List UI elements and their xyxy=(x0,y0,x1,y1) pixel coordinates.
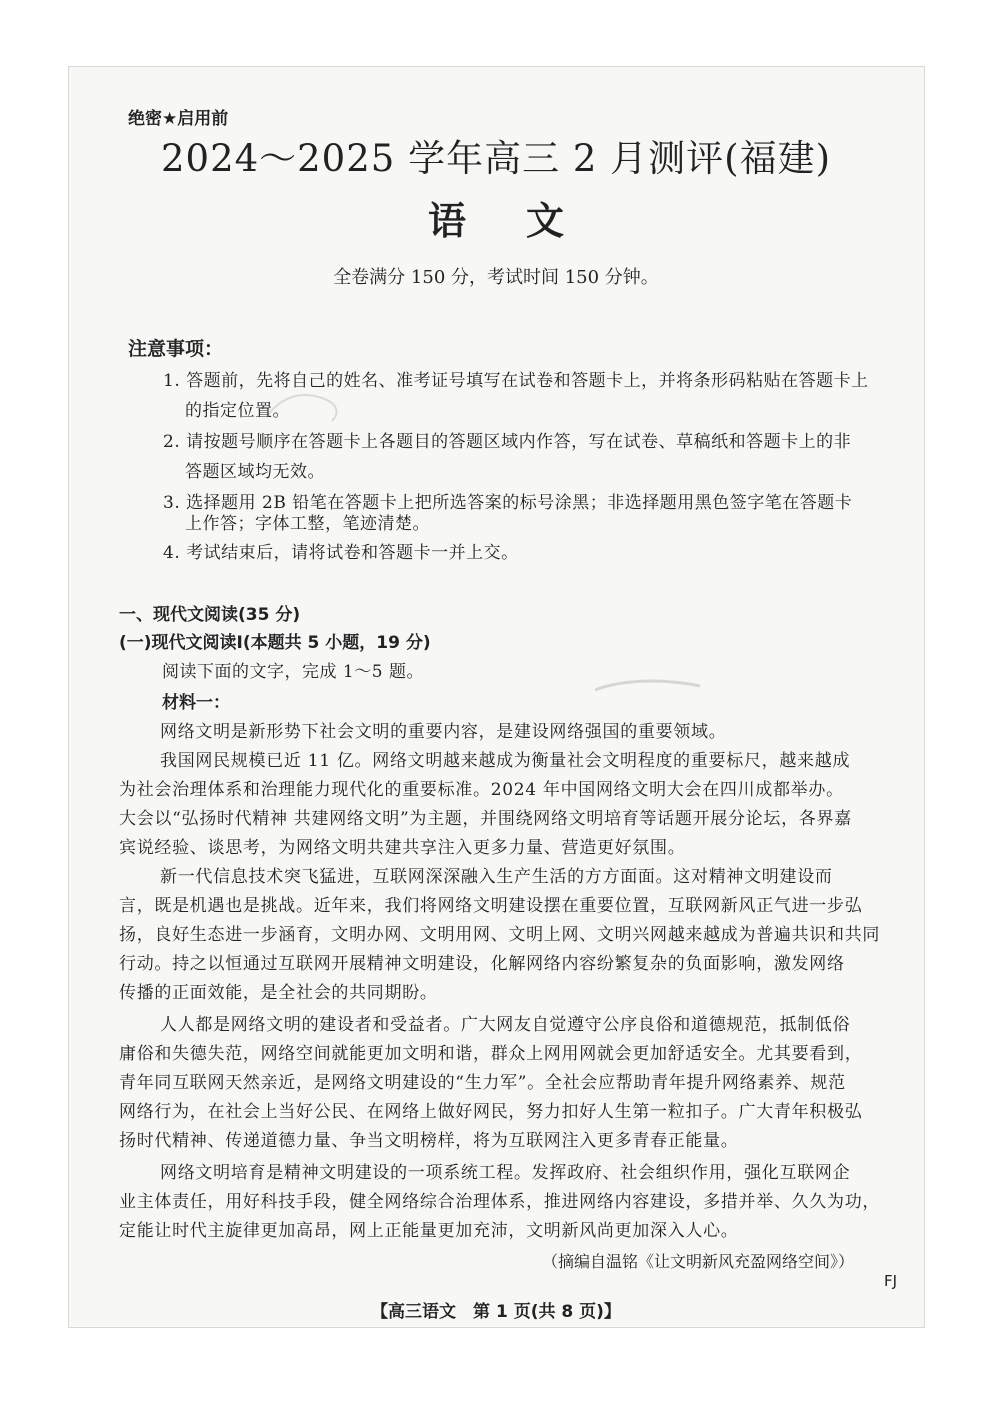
passage-line: 为社会治理体系和治理能力现代化的重要标准。2024 年中国网络文明大会在四川成都举办。 xyxy=(119,780,844,800)
passage-line: 业主体责任，用好科技手段，健全网络综合治理体系，推进网络内容建设，多措并举、久久为功， xyxy=(119,1192,881,1212)
passage-line: 大会以“弘扬时代精神 共建网络文明”为主题，并围绕网络文明培育等话题开展分论坛，各界嘉 xyxy=(119,809,852,829)
passage-line: 青年同互联网天然亲近，是网络文明建设的“生力军”。全社会应帮助青年提升网络素养、规范 xyxy=(119,1073,846,1093)
notice-item: 上作答；字体工整，笔迹清楚。 xyxy=(185,514,430,534)
passage-line: 网络文明是新形势下社会文明的重要内容，是建设网络强国的重要领域。 xyxy=(160,722,727,742)
notice-heading: 注意事项： xyxy=(128,338,224,360)
notice-item: 答题区域均无效。 xyxy=(185,462,325,482)
passage-line: 新一代信息技术突飞猛进，互联网深深融入生产生活的方方面面。这对精神文明建设而 xyxy=(160,867,833,887)
passage-line: 传播的正面效能，是全社会的共同期盼。 xyxy=(119,983,438,1003)
exam-title: 2024～2025 学年高三 2 月测评(福建) xyxy=(160,137,832,180)
region-code: FJ xyxy=(884,1272,898,1290)
subject-title: 语文 xyxy=(427,198,624,243)
passage-line: 宾说经验、谈思考，为网络文明共建共享注入更多力量、营造更好氛围。 xyxy=(119,838,686,858)
page-footer: 【高三语文 第 1 页(共 8 页)】 xyxy=(371,1302,621,1322)
subsection-heading: (一)现代文阅读Ⅰ(本题共 5 小题，19 分) xyxy=(119,633,431,653)
passage-line: 扬，良好生态进一步涵育，文明办网、文明用网、文明上网、文明兴网越来越成为普遍共识和共同 xyxy=(119,925,881,945)
ink-smudge-mark xyxy=(590,672,710,702)
exam-info: 全卷满分 150 分，考试时间 150 分钟。 xyxy=(333,267,659,288)
material-label: 材料一： xyxy=(162,693,230,713)
notice-item: 的指定位置。 xyxy=(185,401,290,421)
passage-line: 庸俗和失德失范，网络空间就能更加文明和谐，群众上网用网就会更加舒适安全。尤其要看到， xyxy=(119,1044,863,1064)
passage-line: 网络行为，在社会上当好公民、在网络上做好网民，努力扣好人生第一粒扣子。广大青年积极弘 xyxy=(119,1102,863,1122)
passage-line: 我国网民规模已近 11 亿。网络文明越来越成为衡量社会文明程度的重要标尺，越来越成 xyxy=(160,751,851,771)
notice-item: 4. 考试结束后，请将试卷和答题卡一并上交。 xyxy=(163,543,519,563)
notice-item: 1. 答题前，先将自己的姓名、准考证号填写在试卷和答题卡上，并将条形码粘贴在答题卡上 xyxy=(163,371,869,391)
passage-line: 人人都是网络文明的建设者和受益者。广大网友自觉遵守公序良俗和道德规范，抵制低俗 xyxy=(160,1015,851,1035)
passage-source: （摘编自温铭《让文明新风充盈网络空间》） xyxy=(542,1252,855,1271)
passage-line: 网络文明培育是精神文明建设的一项系统工程。发挥政府、社会组织作用，强化互联网企 xyxy=(160,1163,851,1183)
passage-line: 行动。持之以恒通过互联网开展精神文明建设，化解网络内容纷繁复杂的负面影响，激发网络 xyxy=(119,954,845,974)
passage-line: 定能让时代主旋律更加高昂，网上正能量更加充沛，文明新风尚更加深入人心。 xyxy=(119,1221,739,1241)
notice-item: 3. 选择题用 2B 铅笔在答题卡上把所选答案的标号涂黑；非选择题用黑色签字笔在答题卡 xyxy=(163,493,853,513)
confidential-label: 绝密★启用前 xyxy=(128,109,229,129)
section-heading: 一、现代文阅读(35 分) xyxy=(119,605,301,625)
passage-line: 言，既是机遇也是挑战。近年来，我们将网络文明建设摆在重要位置，互联网新风正气进一步弘 xyxy=(119,896,863,916)
notice-item: 2. 请按题号顺序在答题卡上各题目的答题区域内作答，写在试卷、草稿纸和答题卡上的非 xyxy=(163,432,852,452)
passage-line: 扬时代精神、传递道德力量、争当文明榜样，将为互联网注入更多青春正能量。 xyxy=(119,1131,739,1151)
reading-instruction: 阅读下面的文字，完成 1～5 题。 xyxy=(162,662,424,682)
